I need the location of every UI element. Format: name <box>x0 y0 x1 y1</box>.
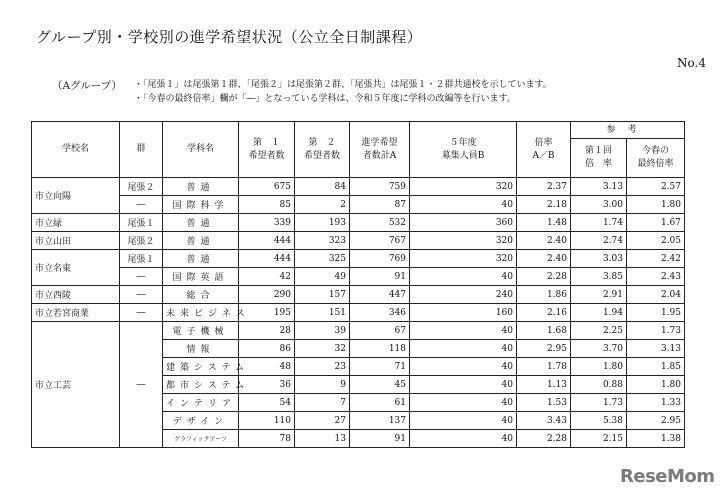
cell-dept: 総合 <box>163 286 239 304</box>
cell-group: 尾張１ <box>120 250 163 268</box>
cell-total: 71 <box>350 358 410 376</box>
cell-ref-final-ratio: 1.38 <box>627 430 685 448</box>
cell-group: 尾張２ <box>120 178 163 196</box>
cell-capacity: 320 <box>410 232 517 250</box>
note-line: ・「今春の最終倍率」欄が「―」となっている学科は、令和５年度に学科の改編等を行います。 <box>134 94 516 104</box>
cell-dept: デザイン <box>163 412 239 430</box>
header-reference: 参考 <box>571 122 685 139</box>
cell-school: 市立西陵 <box>32 286 120 304</box>
cell-ref-final-ratio: 2.43 <box>627 268 685 286</box>
cell-dept: 情報 <box>163 340 239 358</box>
cell-group: ― <box>120 286 163 304</box>
cell-first-choice: 290 <box>239 286 295 304</box>
cell-capacity: 240 <box>410 286 517 304</box>
cell-capacity: 40 <box>410 394 517 412</box>
cell-ratio: 1.68 <box>517 322 571 340</box>
cell-group: ― <box>120 196 163 214</box>
cell-group: 尾張２ <box>120 232 163 250</box>
cell-capacity: 40 <box>410 376 517 394</box>
cell-dept: 電子機械 <box>163 322 239 340</box>
cell-total: 346 <box>350 304 410 322</box>
table-row <box>32 286 685 304</box>
table-row <box>32 196 685 214</box>
cell-ratio: 2.95 <box>517 340 571 358</box>
cell-capacity: 360 <box>410 214 517 232</box>
cell-ref-first-ratio: 2.74 <box>571 232 627 250</box>
header-ref-first-ratio: 第１回 倍 率 <box>571 139 627 178</box>
cell-second-choice: 49 <box>295 268 350 286</box>
cell-second-choice: 323 <box>295 232 350 250</box>
cell-capacity: 40 <box>410 340 517 358</box>
note-line: ・「尾張１」は尾張第１群、「尾張２」は尾張第２群、「尾張共」は尾張１・２群共通校を示しています。 <box>134 80 552 90</box>
cell-total: 532 <box>350 214 410 232</box>
cell-group: ― <box>120 304 163 322</box>
cell-ratio: 2.28 <box>517 430 571 448</box>
cell-school: 市立山田 <box>32 232 120 250</box>
cell-dept: 国際科学 <box>163 196 239 214</box>
cell-school: 市立名東 <box>32 250 120 286</box>
cell-second-choice: 13 <box>295 430 350 448</box>
cell-dept: 都市システム <box>163 376 239 394</box>
cell-ref-first-ratio: 1.80 <box>571 358 627 376</box>
cell-ref-final-ratio: 3.13 <box>627 340 685 358</box>
cell-total: 137 <box>350 412 410 430</box>
cell-total: 45 <box>350 376 410 394</box>
cell-first-choice: 42 <box>239 268 295 286</box>
cell-ref-final-ratio: 2.57 <box>627 178 685 196</box>
cell-ref-final-ratio: 2.05 <box>627 232 685 250</box>
cell-ratio: 3.43 <box>517 412 571 430</box>
cell-ref-first-ratio: 3.70 <box>571 340 627 358</box>
notes <box>134 78 552 106</box>
cell-first-choice: 339 <box>239 214 295 232</box>
cell-school: 市立工芸 <box>32 322 120 448</box>
header-ratio: 倍率 A／B <box>517 122 571 178</box>
cell-first-choice: 28 <box>239 322 295 340</box>
header-total: 進学希望 者数計A <box>350 122 410 178</box>
cell-second-choice: 84 <box>295 178 350 196</box>
cell-first-choice: 110 <box>239 412 295 430</box>
cell-second-choice: 151 <box>295 304 350 322</box>
cell-ref-final-ratio: 1.73 <box>627 322 685 340</box>
cell-ref-final-ratio: 1.95 <box>627 304 685 322</box>
cell-total: 61 <box>350 394 410 412</box>
cell-ratio: 2.40 <box>517 232 571 250</box>
cell-total: 91 <box>350 268 410 286</box>
cell-ratio: 1.53 <box>517 394 571 412</box>
cell-group: ― <box>120 322 163 448</box>
cell-ref-first-ratio: 5.38 <box>571 412 627 430</box>
table-row <box>32 322 685 340</box>
cell-ratio: 2.18 <box>517 196 571 214</box>
cell-ref-final-ratio: 1.33 <box>627 394 685 412</box>
cell-ratio: 2.16 <box>517 304 571 322</box>
applicant-table <box>31 121 685 448</box>
cell-first-choice: 444 <box>239 232 295 250</box>
cell-ratio: 1.86 <box>517 286 571 304</box>
cell-ref-first-ratio: 0.88 <box>571 376 627 394</box>
cell-ref-first-ratio: 3.00 <box>571 196 627 214</box>
cell-dept: 建築システム <box>163 358 239 376</box>
cell-ref-first-ratio: 1.73 <box>571 394 627 412</box>
cell-ref-first-ratio: 1.74 <box>571 214 627 232</box>
cell-ref-final-ratio: 2.95 <box>627 412 685 430</box>
header-ref-final-ratio: 今春の 最終倍率 <box>627 139 685 178</box>
cell-capacity: 40 <box>410 268 517 286</box>
cell-dept: グラフィックアーツ <box>163 430 239 448</box>
cell-first-choice: 36 <box>239 376 295 394</box>
cell-first-choice: 444 <box>239 250 295 268</box>
cell-ref-final-ratio: 1.85 <box>627 358 685 376</box>
cell-dept: 未来ビジネス <box>163 304 239 322</box>
cell-ratio: 2.28 <box>517 268 571 286</box>
cell-capacity: 40 <box>410 358 517 376</box>
cell-total: 91 <box>350 430 410 448</box>
cell-dept: 普通 <box>163 250 239 268</box>
cell-ref-final-ratio: 1.80 <box>627 196 685 214</box>
cell-total: 118 <box>350 340 410 358</box>
cell-second-choice: 193 <box>295 214 350 232</box>
cell-total: 87 <box>350 196 410 214</box>
table-row <box>32 268 685 286</box>
cell-total: 769 <box>350 250 410 268</box>
cell-capacity: 160 <box>410 304 517 322</box>
table-row <box>32 304 685 322</box>
cell-ratio: 1.48 <box>517 214 571 232</box>
cell-school: 市立向陽 <box>32 178 120 214</box>
cell-ratio: 2.40 <box>517 250 571 268</box>
cell-capacity: 320 <box>410 178 517 196</box>
cell-total: 67 <box>350 322 410 340</box>
cell-ratio: 2.37 <box>517 178 571 196</box>
cell-ref-first-ratio: 3.03 <box>571 250 627 268</box>
cell-second-choice: 325 <box>295 250 350 268</box>
cell-group: ― <box>120 268 163 286</box>
cell-school: 市立若宮商業 <box>32 304 120 322</box>
cell-dept: 普通 <box>163 178 239 196</box>
cell-first-choice: 195 <box>239 304 295 322</box>
table-row <box>32 214 685 232</box>
cell-total: 759 <box>350 178 410 196</box>
cell-total: 767 <box>350 232 410 250</box>
cell-ref-first-ratio: 3.85 <box>571 268 627 286</box>
cell-ref-first-ratio: 2.91 <box>571 286 627 304</box>
cell-first-choice: 675 <box>239 178 295 196</box>
cell-ratio: 1.13 <box>517 376 571 394</box>
cell-capacity: 40 <box>410 322 517 340</box>
cell-ref-first-ratio: 2.25 <box>571 322 627 340</box>
cell-ref-first-ratio: 1.94 <box>571 304 627 322</box>
cell-group: 尾張１ <box>120 214 163 232</box>
cell-second-choice: 23 <box>295 358 350 376</box>
header-dept: 学科名 <box>163 122 239 178</box>
table-row <box>32 250 685 268</box>
cell-dept: 普通 <box>163 214 239 232</box>
cell-second-choice: 9 <box>295 376 350 394</box>
cell-ref-first-ratio: 3.13 <box>571 178 627 196</box>
cell-first-choice: 85 <box>239 196 295 214</box>
cell-first-choice: 48 <box>239 358 295 376</box>
table-row <box>32 232 685 250</box>
cell-second-choice: 2 <box>295 196 350 214</box>
cell-second-choice: 39 <box>295 322 350 340</box>
cell-first-choice: 86 <box>239 340 295 358</box>
cell-dept: 国際英語 <box>163 268 239 286</box>
cell-ref-final-ratio: 1.67 <box>627 214 685 232</box>
cell-first-choice: 54 <box>239 394 295 412</box>
header-first-choice: 第 １ 希望者数 <box>239 122 295 178</box>
table-row <box>32 178 685 196</box>
cell-ref-first-ratio: 2.15 <box>571 430 627 448</box>
header-second-choice: 第 ２ 希望者数 <box>295 122 350 178</box>
cell-total: 447 <box>350 286 410 304</box>
cell-ref-final-ratio: 2.42 <box>627 250 685 268</box>
cell-second-choice: 32 <box>295 340 350 358</box>
header-capacity: ５年度 募集人員B <box>410 122 517 178</box>
cell-capacity: 40 <box>410 412 517 430</box>
cell-second-choice: 7 <box>295 394 350 412</box>
cell-ref-final-ratio: 1.80 <box>627 376 685 394</box>
cell-capacity: 320 <box>410 250 517 268</box>
header-school: 学校名 <box>32 122 120 178</box>
cell-second-choice: 27 <box>295 412 350 430</box>
resemom-logo: ReseMom <box>620 466 715 487</box>
cell-dept: 普通 <box>163 232 239 250</box>
cell-dept: インテリア <box>163 394 239 412</box>
page-title: グループ別・学校別の進学希望状況（公立全日制課程） <box>36 28 423 46</box>
cell-school: 市立緑 <box>32 214 120 232</box>
header-group: 群 <box>120 122 163 178</box>
page-number: No.4 <box>677 56 706 70</box>
cell-ratio: 1.78 <box>517 358 571 376</box>
cell-capacity: 40 <box>410 430 517 448</box>
group-label: （Aグループ） <box>52 80 122 92</box>
cell-second-choice: 157 <box>295 286 350 304</box>
cell-capacity: 40 <box>410 196 517 214</box>
cell-first-choice: 78 <box>239 430 295 448</box>
cell-ref-final-ratio: 2.04 <box>627 286 685 304</box>
